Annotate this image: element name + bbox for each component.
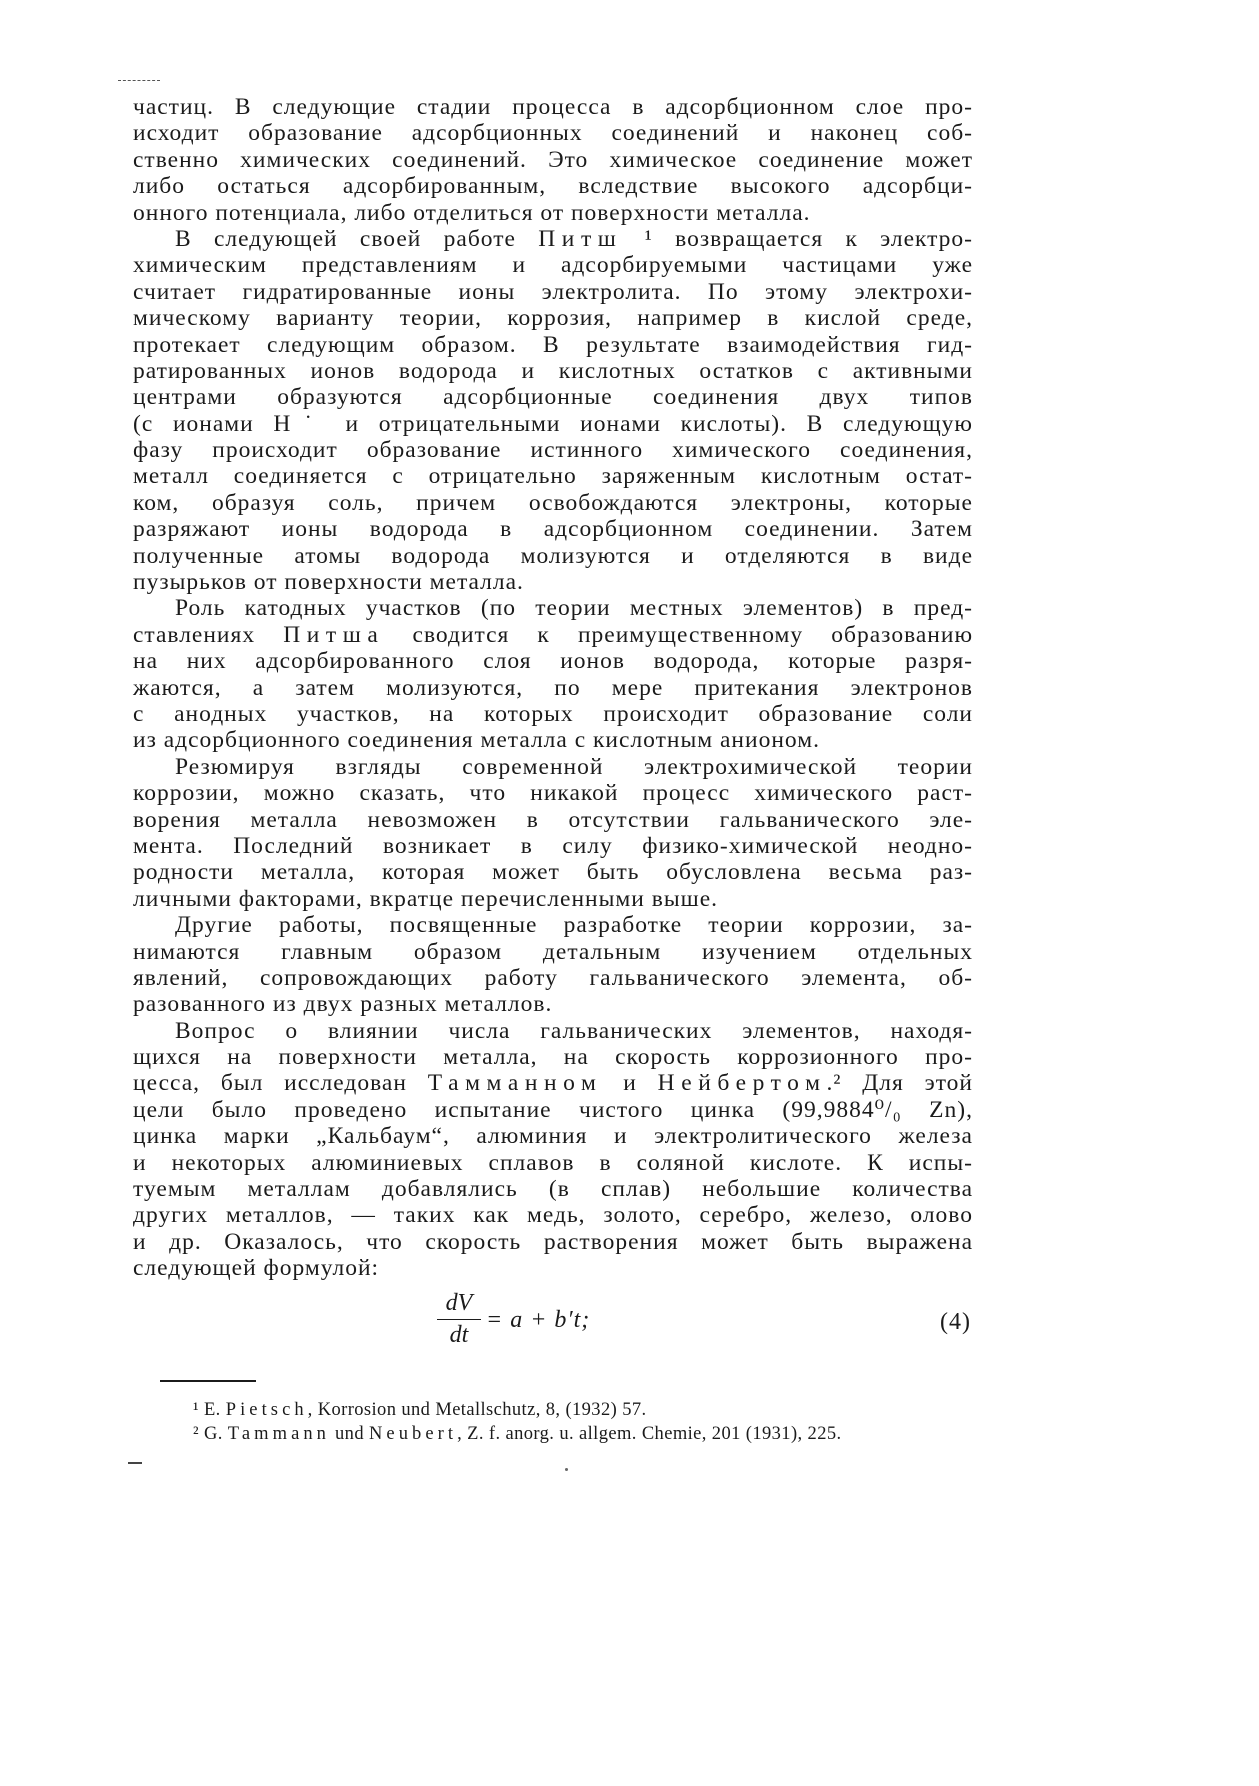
fraction (436, 1290, 482, 1349)
text-segment: цесса, был исследован (133, 1070, 428, 1097)
text-segment: полученные атомы водорода молизуются и отделяются в виде (133, 542, 973, 569)
text-segment: разованного из двух разных металлов. (133, 991, 553, 1018)
text-segment: нимаются главным образом детальным изучением отдельных (133, 938, 973, 965)
text-segment: с анодных участков, на которых происходит образование соли (133, 700, 973, 727)
spaced-text: Tammann (227, 1424, 330, 1444)
text-line (133, 252, 973, 278)
paragraph (133, 912, 973, 1018)
footnote (193, 1398, 975, 1422)
text-line (133, 569, 973, 595)
text-line (133, 226, 973, 252)
formula-numerator: dV (445, 1290, 473, 1316)
text-line (133, 727, 973, 753)
text-segment: und (330, 1424, 369, 1444)
text-line (133, 701, 973, 727)
text-line (133, 1150, 973, 1176)
text-segment: и некоторых алюминиевых сплавов в соляной кислоте. К испы- (133, 1149, 973, 1176)
text-segment: , Korrosion und Metallschutz, 8, (1932) 57. (307, 1400, 647, 1420)
text-line (133, 1123, 973, 1149)
paragraph (133, 94, 973, 226)
text-segment: .² Для этой (826, 1070, 973, 1097)
text-segment: химическим представлениям и адсорбируемыми частицами уже (133, 252, 973, 279)
text-segment: ¹ E. (193, 1400, 226, 1420)
footnote (193, 1422, 975, 1446)
text-line (133, 1176, 973, 1202)
text-segment: металл соединяется с отрицательно заряженным кислотным остат- (133, 463, 973, 490)
text-segment: считает гидратированные ионы электролита. По этому электрохи- (133, 278, 973, 305)
paragraph (133, 595, 973, 753)
text-line (133, 912, 973, 938)
text-line (133, 833, 973, 859)
text-segment: щихся на поверхности металла, на скорость коррозионного про- (133, 1044, 973, 1071)
spaced-text: Neubert (369, 1424, 458, 1444)
text-line (133, 490, 973, 516)
text-line (133, 173, 973, 199)
text-segment: ратированных ионов водорода и кислотных остатков с активными (133, 357, 973, 384)
text-segment: ком, образуя соль, причем освобождаются электроны, которые (133, 489, 973, 516)
text-line (133, 305, 973, 331)
text-segment: на них адсорбированного слоя ионов водорода, которые разря- (133, 648, 973, 675)
text-line (133, 332, 973, 358)
text-line (133, 780, 973, 806)
fraction-bar (437, 1319, 481, 1320)
text-segment: следующей формулой: (133, 1255, 380, 1282)
text-segment: центрами образуются адсорбционные соединения двух типов (133, 384, 973, 411)
text-segment: жаются, а затем молизуются, по мере притекания электронов (133, 674, 973, 701)
text-segment: фазу происходит образование истинного химического соединения, (133, 437, 973, 464)
text-segment: ² G. (193, 1424, 228, 1444)
text-line (133, 120, 973, 146)
spaced-text: Pietsch (225, 1400, 308, 1420)
equation-number: (4) (940, 1309, 971, 1335)
text-segment: цели было проведено испытание чистого цинка (99,9884⁰/₀ Zn), (133, 1096, 973, 1123)
text-segment: других металлов, — таких как медь, золото, серебро, железо, олово (133, 1202, 973, 1229)
text-line (133, 595, 973, 621)
text-line (133, 754, 973, 780)
text-segment: сводится к преимущественному образованию (384, 621, 973, 648)
text-segment: явлений, сопровождающих работу гальванического элемента, об- (133, 964, 973, 991)
text-line (133, 675, 973, 701)
text-segment: разряжают ионы водорода в адсорбционном соединении. Затем (133, 516, 973, 543)
text-segment: Вопрос о влиянии числа гальванических элементов, находя- (175, 1017, 973, 1044)
text-line (133, 1202, 973, 1228)
text-segment: протекает следующим образом. В результате взаимодействия гид- (133, 331, 973, 358)
scan-mark (565, 1468, 568, 1471)
formula-rhs: = a + b′t; (486, 1307, 591, 1333)
text-line (133, 622, 973, 648)
text-block (133, 94, 973, 1282)
text-line (133, 94, 973, 120)
text-segment: коррозии, можно сказать, что никакой процесс химического раст- (133, 780, 973, 807)
text-line (133, 1070, 973, 1096)
text-segment: из адсорбционного соединения металла с кислотным анионом. (133, 727, 820, 754)
text-line (133, 886, 973, 912)
text-line (133, 358, 973, 384)
text-segment: , Z. f. anorg. u. allgem. Chemie, 201 (1931), 225. (457, 1424, 842, 1444)
text-line (133, 648, 973, 674)
text-segment: частиц. В следующие стадии процесса в адсорбционном слое про- (133, 94, 973, 120)
text-segment: пузырьков от поверхности металла. (133, 569, 524, 596)
text-segment: ворения металла невозможен в отсутствии гальванического эле- (133, 806, 973, 833)
text-segment: родности металла, которая может быть обусловлена весьма раз- (133, 859, 973, 886)
text-segment: мическому варианту теории, коррозия, например в кислой среде, (133, 305, 973, 332)
text-line (133, 384, 973, 410)
text-segment: В следующей своей работе (175, 225, 539, 252)
text-line (133, 859, 973, 885)
text-line (133, 1255, 973, 1281)
text-segment: либо остаться адсорбированным, вследствие высокого адсорбци- (133, 173, 973, 200)
text-line (133, 1044, 973, 1070)
text-line (133, 965, 973, 991)
scan-mark (128, 1462, 142, 1464)
footnote-rule (160, 1380, 256, 1382)
paragraph (133, 226, 973, 595)
text-segment: цинка марки „Кальбаум“, алюминия и электролитического железа (133, 1123, 973, 1150)
text-line (133, 1097, 973, 1123)
text-segment: (с ионами H˙ и отрицательными ионами кислоты). В следующую (133, 410, 973, 437)
text-segment: онного потенциала, либо отделиться от поверхности металла. (133, 199, 811, 226)
text-line (133, 807, 973, 833)
text-line (133, 200, 973, 226)
text-segment: исходит образование адсорбционных соединений и наконец соб- (133, 120, 973, 147)
text-line (133, 939, 973, 965)
text-line (133, 147, 973, 173)
text-segment: и др. Оказалось, что скорость растворения может быть выражена (133, 1228, 973, 1255)
text-segment: Другие работы, посвященные разработке теории коррозии, за- (175, 912, 973, 939)
text-segment: туемым металлам добавлялись (в сплав) небольшие количества (133, 1176, 973, 1203)
text-line (133, 1229, 973, 1255)
text-line (133, 411, 973, 437)
text-segment: ставлениях (133, 621, 284, 648)
text-line (133, 437, 973, 463)
spaced-text: Питша (283, 621, 385, 648)
text-segment: Резюмируя взгляды современной электрохимической теории (175, 753, 973, 780)
text-segment: личными факторами, вкратце перечисленными выше. (133, 885, 719, 912)
footnotes (193, 1398, 975, 1446)
text-segment: ственно химических соединений. Это химическое соединение может (133, 146, 973, 173)
text-line (133, 543, 973, 569)
paragraph (133, 754, 973, 912)
spaced-text: Нейбертом (657, 1070, 827, 1097)
text-line (133, 279, 973, 305)
paragraph (133, 1018, 973, 1282)
text-segment: ¹ возвращается к электро- (622, 225, 973, 252)
spaced-text: Питш (538, 225, 623, 252)
text-segment: мента. Последний возникает в силу физико-химической неодно- (133, 832, 973, 859)
spaced-text: Тамманном (427, 1070, 603, 1097)
text-segment: Роль катодных участков (по теории местных элементов) в пред- (175, 595, 973, 622)
text-segment: и (602, 1070, 658, 1097)
formula-denominator: dt (449, 1322, 469, 1348)
text-line (133, 516, 973, 542)
text-line (133, 991, 973, 1017)
text-line (133, 463, 973, 489)
text-line (133, 1018, 973, 1044)
scan-mark (118, 80, 160, 81)
